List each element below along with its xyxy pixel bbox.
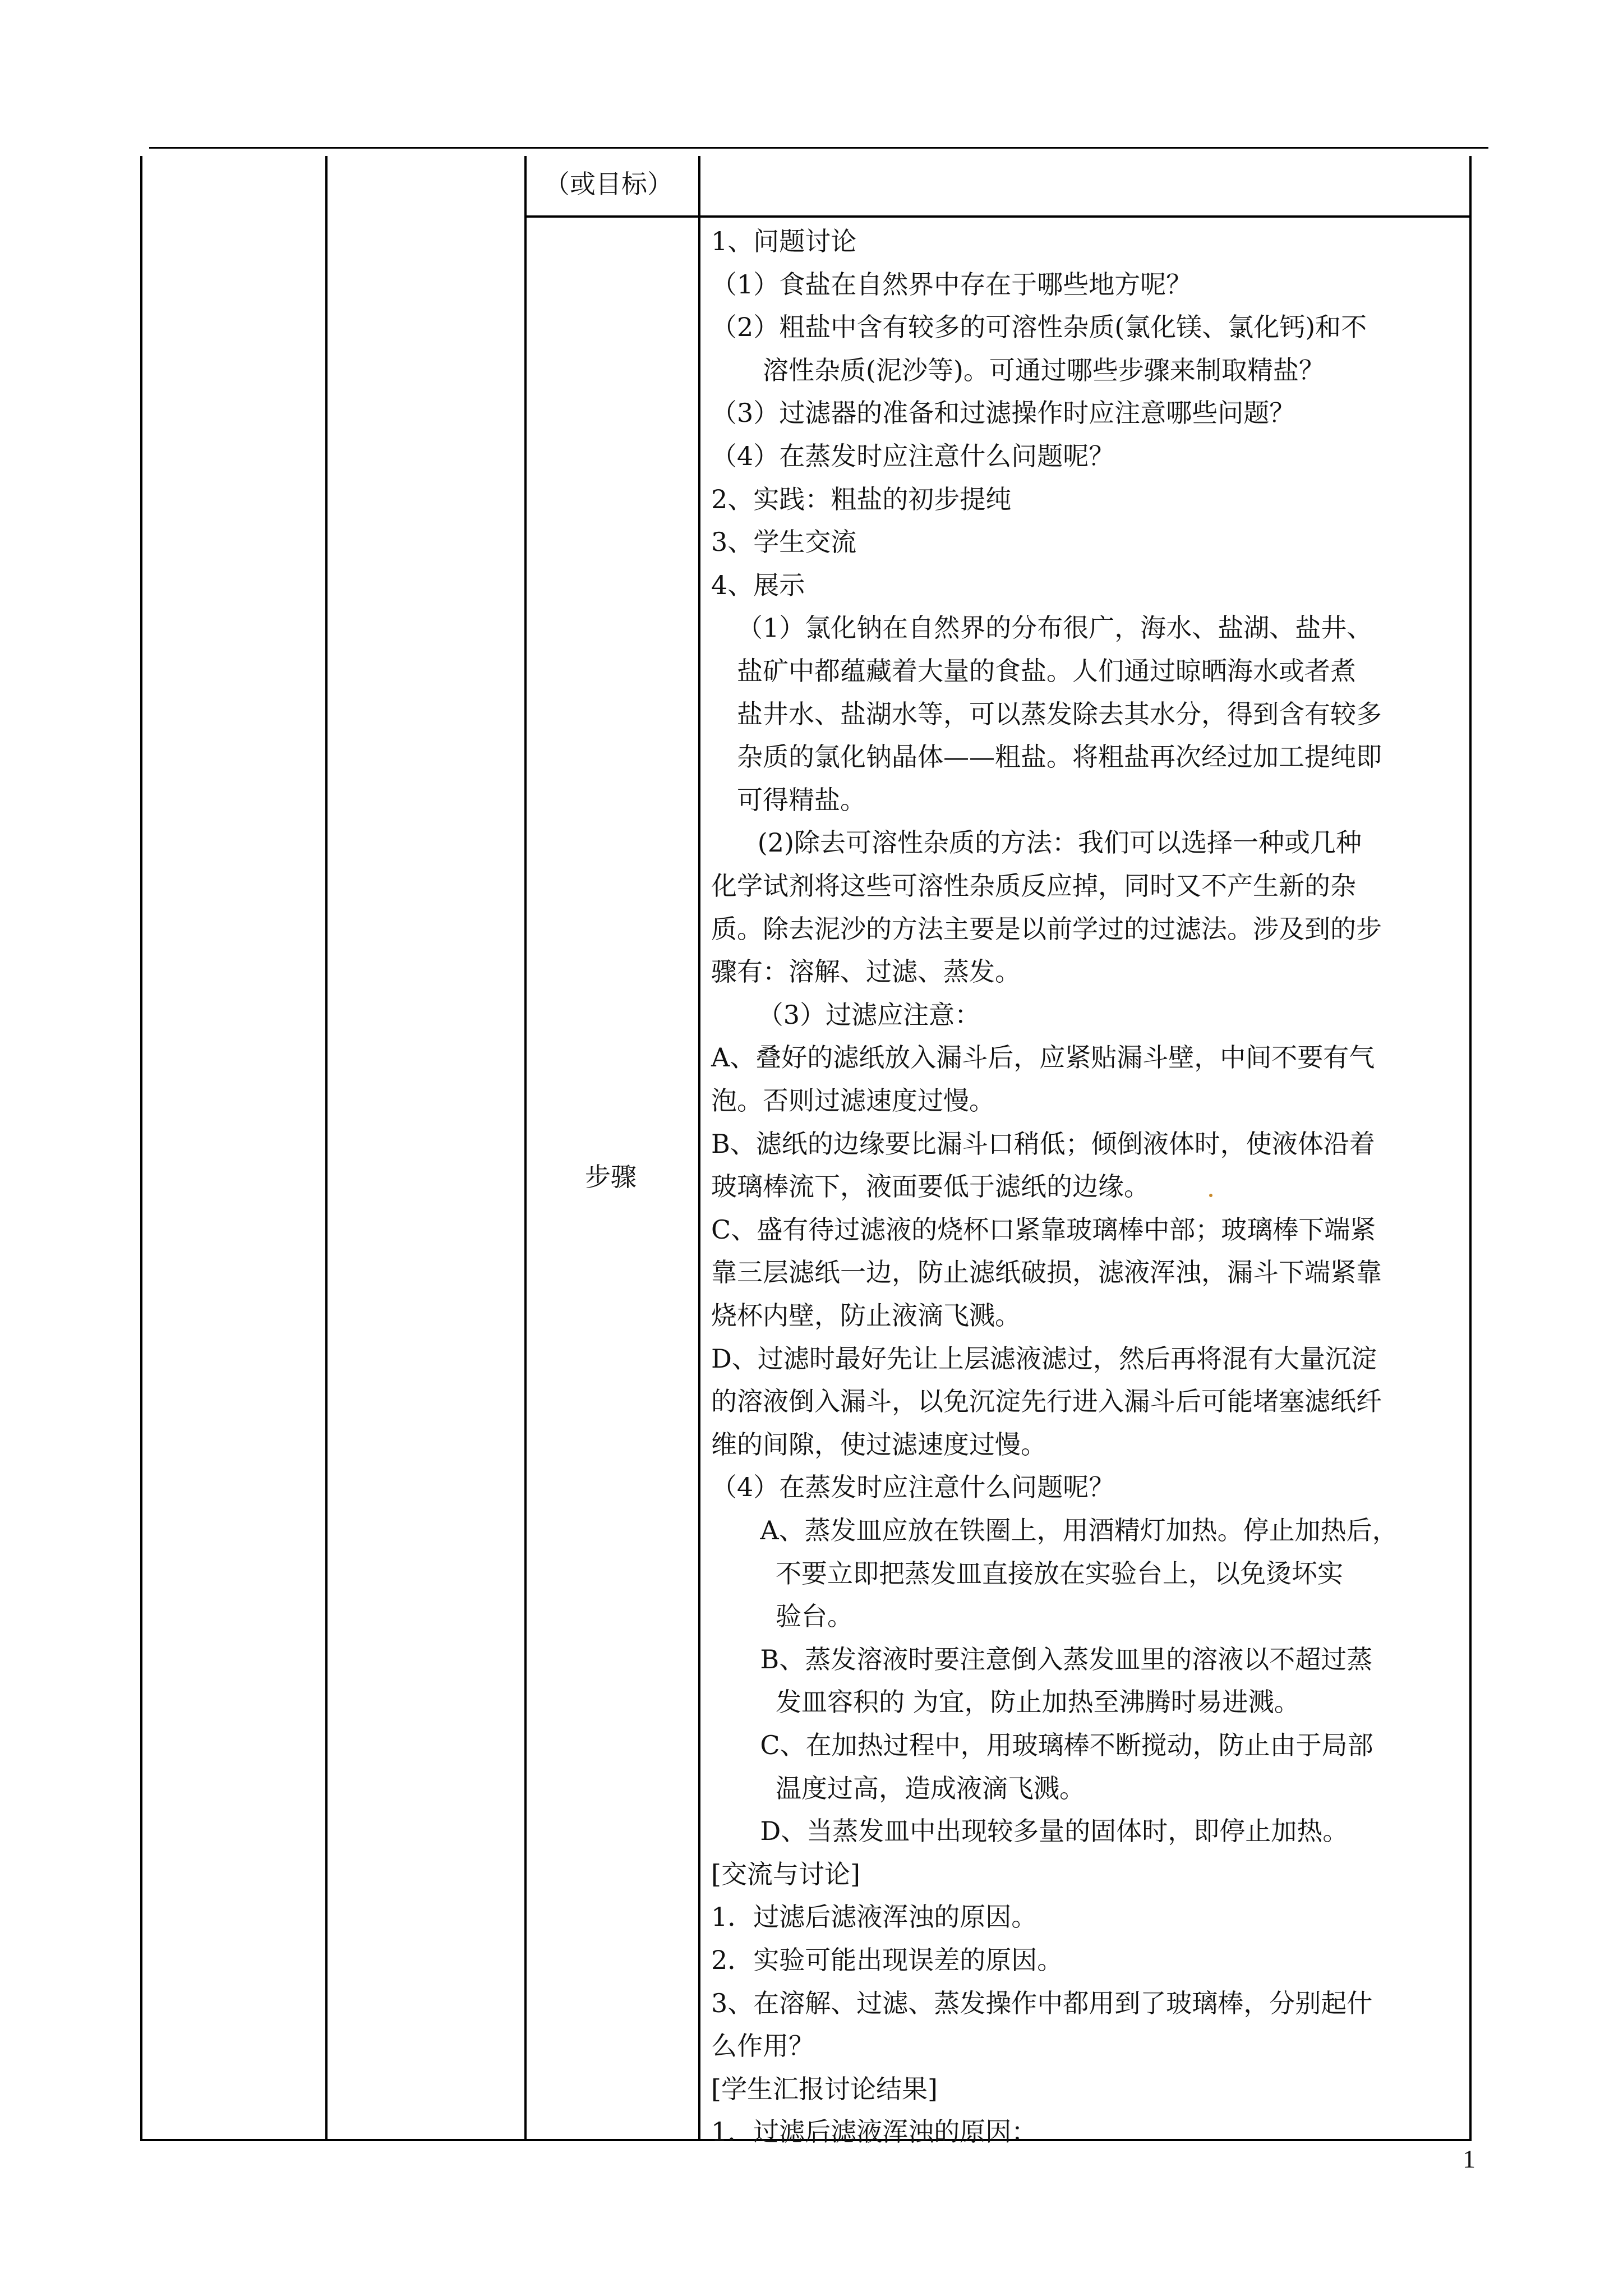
content-line: C、在加热过程中，用玻璃棒不断搅动，防止由于局部: [760, 1730, 1373, 1760]
content-line: 1．过滤后滤液浑浊的原因：: [711, 2116, 1038, 2147]
content-line: 1、问题讨论: [711, 226, 857, 256]
content-line: 溶性杂质(泥沙等)。可通过哪些步骤来制取精盐？: [763, 355, 1325, 385]
content-line: 4、展示: [711, 569, 805, 600]
content-line: 烧杯内壁，防止液滴飞溅。: [711, 1300, 1021, 1331]
content-line: 发皿容积的 为宜，防止加热至沸腾时易进溅。: [776, 1687, 1300, 1718]
content-line: B、蒸发溶液时要注意倒入蒸发皿里的溶液以不超过蒸: [760, 1644, 1373, 1674]
content-line: （2）粗盐中含有较多的可溶性杂质(氯化镁、氯化钙)和不: [711, 312, 1367, 343]
content-line: （4）在蒸发时应注意什么问题呢？: [711, 1472, 1115, 1503]
content-line: B、滤纸的边缘要比漏斗口稍低；倾倒液体时，使液体沿着: [711, 1128, 1375, 1159]
content-line: 化学试剂将这些可溶性杂质反应掉，同时又不产生新的杂: [711, 871, 1356, 901]
table-column-divider-1: [325, 156, 328, 2141]
content-line: 可得精盐。: [737, 784, 866, 815]
content-line: 骤有：溶解、过滤、蒸发。: [711, 956, 1021, 987]
content-line: A、蒸发皿应放在铁圈上，用酒精灯加热。停止加热后，: [760, 1515, 1398, 1545]
content-line: C、盛有待过滤液的烧杯口紧靠玻璃棒中部；玻璃棒下端紧: [711, 1214, 1376, 1245]
content-line: (2)除去可溶性杂质的方法：我们可以选择一种或几种: [757, 827, 1362, 858]
content-line: （4）在蒸发时应注意什么问题呢？: [711, 441, 1115, 471]
content-line: [交流与讨论]: [711, 1858, 860, 1889]
content-line: 维的间隙，使过滤速度过慢。: [711, 1429, 1046, 1460]
content-line: D、当蒸发皿中出现较多量的固体时，即停止加热。: [760, 1816, 1349, 1847]
content-line: （3）过滤应注意：: [757, 999, 981, 1030]
content-line: （1）氯化钠在自然界的分布很广，海水、盐湖、盐井、: [737, 613, 1373, 643]
content-line: 质。除去泥沙的方法主要是以前学过的过滤法。涉及到的步: [711, 913, 1382, 944]
table-border-left: [140, 156, 142, 2141]
content-line: A、叠好的滤纸放入漏斗后，应紧贴漏斗壁，中间不要有气: [711, 1042, 1375, 1073]
content-line: 么作用？: [711, 2031, 814, 2062]
content-line: D、过滤时最好先让上层滤液滤过，然后再将混有大量沉淀: [711, 1343, 1377, 1374]
table-column-divider-3: [698, 156, 700, 2141]
content-line: （3）过滤器的准备和过滤操作时应注意哪些问题？: [711, 398, 1295, 429]
table-row-divider: [524, 215, 1472, 218]
page-number: 1: [1463, 2145, 1476, 2173]
ink-mark: [1209, 1194, 1212, 1197]
content-line: 的溶液倒入漏斗，以免沉淀先行进入漏斗后可能堵塞滤纸纤: [711, 1386, 1382, 1417]
content-line: 3、在溶解、过滤、蒸发操作中都用到了玻璃棒，分别起什: [711, 1987, 1373, 2018]
header-cell-goal: （或目标）: [544, 169, 673, 199]
content-line: （1）食盐在自然界中存在于哪些地方呢？: [711, 269, 1192, 300]
content-line: 靠三层滤纸一边，防止滤纸破损，滤液浑浊，漏斗下端紧靠: [711, 1257, 1382, 1288]
content-line: 泡。否则过滤速度过慢。: [711, 1085, 995, 1116]
table-border-right: [1469, 156, 1472, 2141]
content-line: 3、学生交流: [711, 527, 857, 558]
header-rule: [149, 147, 1488, 149]
content-line: 玻璃棒流下，液面要低于滤纸的边缘。: [711, 1171, 1150, 1202]
table-column-divider-2: [524, 156, 527, 2141]
content-line: 盐井水、盐湖水等，可以蒸发除去其水分，得到含有较多: [737, 698, 1382, 729]
content-line: 2．实验可能出现误差的原因。: [711, 1945, 1063, 1975]
content-line: 温度过高，造成液滴飞溅。: [776, 1773, 1085, 1803]
content-line: 不要立即把蒸发皿直接放在实验台上，以免烫坏实: [776, 1558, 1343, 1589]
content-line: 盐矿中都蕴藏着大量的食盐。人们通过晾晒海水或者煮: [737, 656, 1356, 686]
content-line: 2、实践：粗盐的初步提纯: [711, 484, 1012, 514]
content-line: 1．过滤后滤液浑浊的原因。: [711, 1902, 1038, 1932]
step-label: 步骤: [585, 1162, 637, 1192]
content-line: 验台。: [776, 1601, 853, 1632]
content-line: 杂质的氯化钠晶体——粗盐。将粗盐再次经过加工提纯即: [737, 742, 1382, 772]
content-line: [学生汇报讨论结果]: [711, 2073, 938, 2104]
